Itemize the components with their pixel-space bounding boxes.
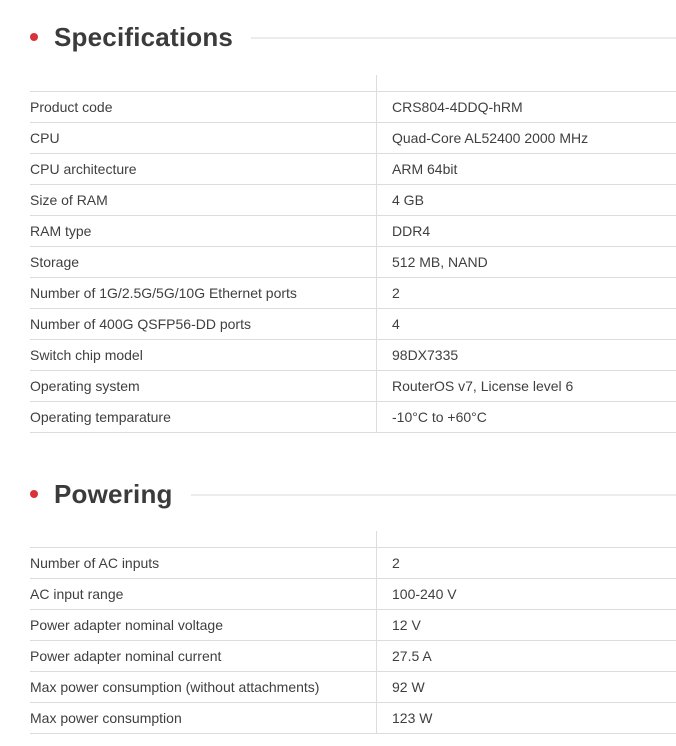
specifications-section <box>30 17 676 433</box>
table-row <box>30 92 676 123</box>
spec-value: 2 <box>377 278 676 309</box>
spec-value: 27.5 A <box>377 641 676 672</box>
spec-label: Switch chip model <box>30 340 377 371</box>
spec-value: 98DX7335 <box>377 340 676 371</box>
table-row <box>30 610 676 641</box>
spec-value: Quad-Core AL52400 2000 MHz <box>377 123 676 154</box>
table-row <box>30 672 676 703</box>
powering-table <box>30 531 676 734</box>
table-row <box>30 185 676 216</box>
table-row <box>30 216 676 247</box>
spec-label: Number of AC inputs <box>30 548 377 579</box>
table-row <box>30 579 676 610</box>
bullet-icon <box>30 490 38 498</box>
table-row <box>30 340 676 371</box>
spec-value: -10°C to +60°C <box>377 402 676 433</box>
spec-value: 4 GB <box>377 185 676 216</box>
table-row <box>30 703 676 734</box>
table-row <box>30 641 676 672</box>
spec-label: Power adapter nominal current <box>30 641 377 672</box>
spec-label: Storage <box>30 247 377 278</box>
spec-value: DDR4 <box>377 216 676 247</box>
spec-value: 2 <box>377 548 676 579</box>
spec-label: Power adapter nominal voltage <box>30 610 377 641</box>
section-title: Specifications <box>54 21 234 52</box>
spec-label: RAM type <box>30 216 377 247</box>
spec-value: 4 <box>377 309 676 340</box>
spec-label: AC input range <box>30 579 377 610</box>
specifications-table <box>30 75 676 433</box>
spec-value: RouterOS v7, License level 6 <box>377 371 676 402</box>
spec-value: 12 V <box>377 610 676 641</box>
spec-label: Number of 1G/2.5G/5G/10G Ethernet ports <box>30 278 377 309</box>
section-divider <box>251 37 676 39</box>
spec-label: Operating temparature <box>30 402 377 433</box>
spec-value: 512 MB, NAND <box>377 247 676 278</box>
table-row <box>30 548 676 579</box>
section-divider <box>191 494 676 496</box>
table-row <box>30 123 676 154</box>
spec-label: CPU <box>30 123 377 154</box>
spec-value: CRS804-4DDQ-hRM <box>377 92 676 123</box>
spec-label: Number of 400G QSFP56-DD ports <box>30 309 377 340</box>
table-row <box>30 309 676 340</box>
spec-value: 123 W <box>377 703 676 734</box>
spec-value: 92 W <box>377 672 676 703</box>
spec-value: ARM 64bit <box>377 154 676 185</box>
table-row <box>30 371 676 402</box>
table-top-spacer <box>30 75 676 92</box>
spec-value: 100-240 V <box>377 579 676 610</box>
table-row <box>30 278 676 309</box>
spec-label: CPU architecture <box>30 154 377 185</box>
table-row <box>30 154 676 185</box>
spec-label: Operating system <box>30 371 377 402</box>
table-row <box>30 402 676 433</box>
powering-section <box>30 474 676 734</box>
spec-label: Max power consumption (without attachments) <box>30 672 377 703</box>
specifications-header <box>30 17 676 57</box>
spec-label: Max power consumption <box>30 703 377 734</box>
spec-label: Size of RAM <box>30 185 377 216</box>
table-row <box>30 247 676 278</box>
bullet-icon <box>30 33 38 41</box>
section-title: Powering <box>54 478 173 509</box>
spec-label: Product code <box>30 92 377 123</box>
table-top-spacer <box>30 531 676 548</box>
powering-header <box>30 474 676 514</box>
